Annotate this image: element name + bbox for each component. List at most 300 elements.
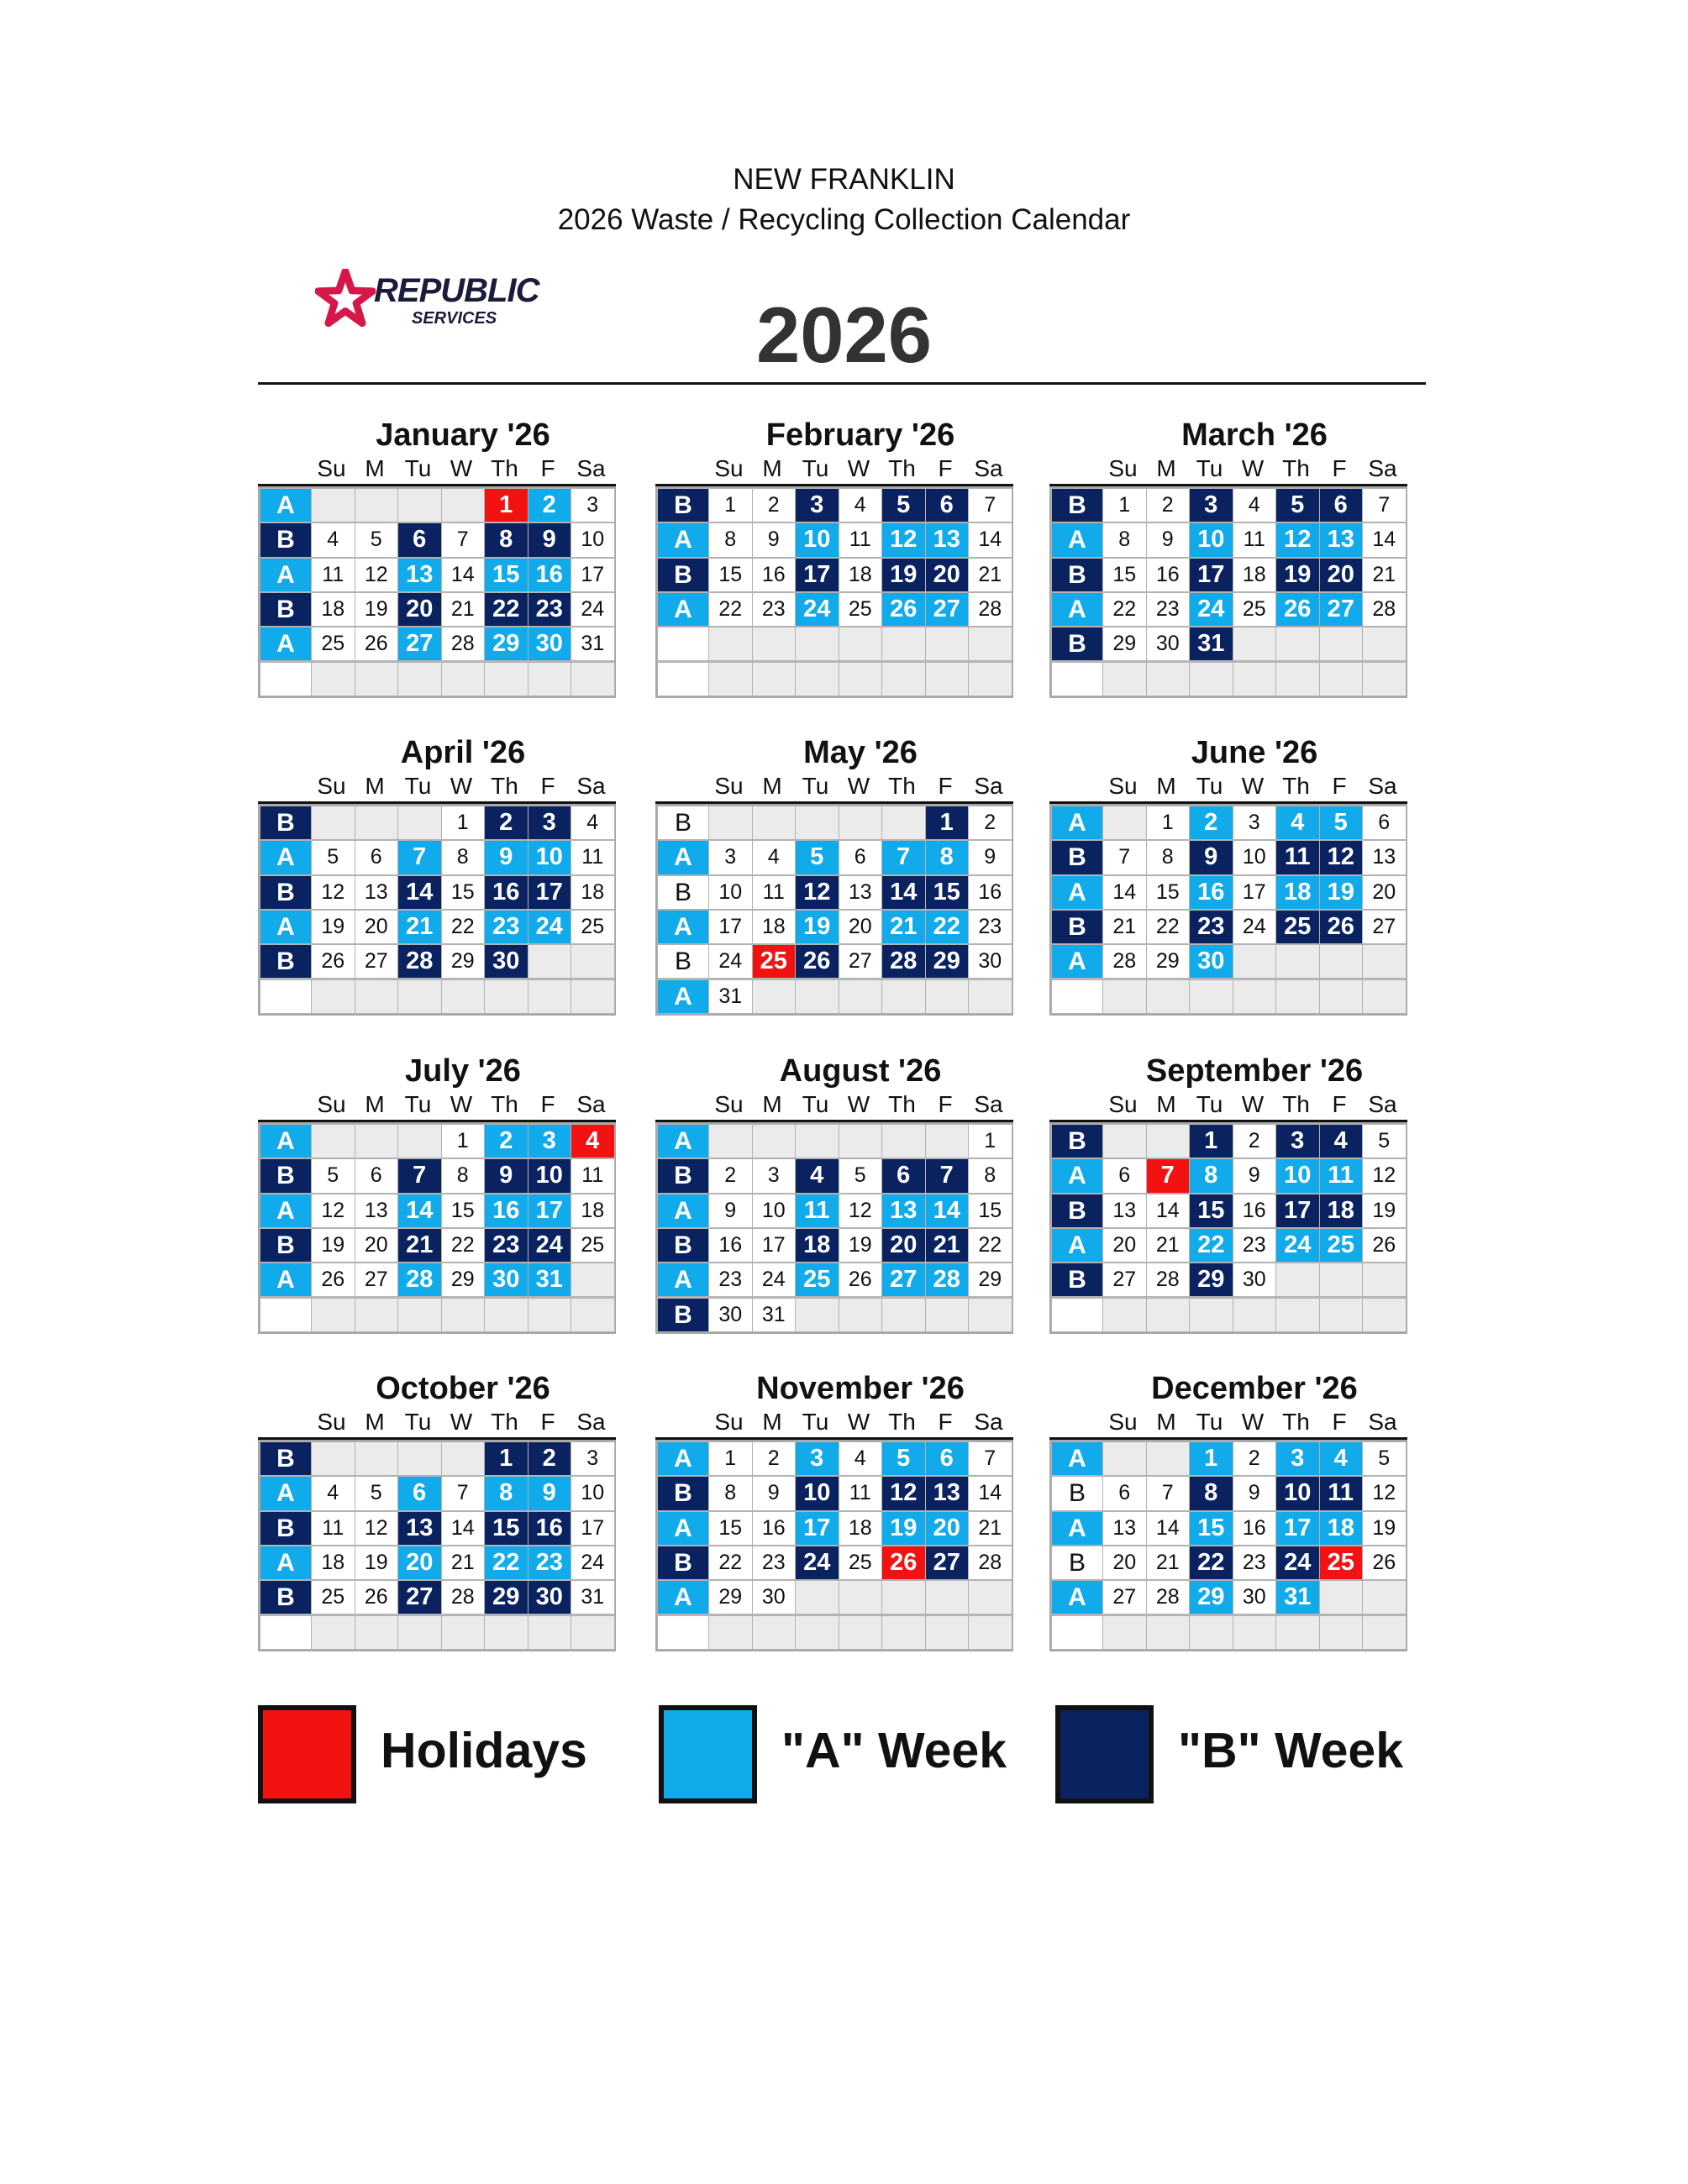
week-label-b: B [657,1476,709,1510]
day-cell: 30 [708,1298,753,1332]
empty-cell [1233,662,1277,696]
week-label-a: A [657,1263,709,1297]
empty-cell [968,662,1012,696]
day-cell: 26 [1362,1546,1407,1580]
day-cell: 26 [1362,1228,1407,1263]
day-cell: 23 [752,592,797,627]
weekday-label: W [450,1091,473,1117]
month-12 [1049,1370,1407,1651]
day-cell: 10 [528,1158,572,1193]
day-cell: 15 [708,1511,753,1546]
empty-cell [1319,1580,1364,1614]
weekday-label: Su [317,1091,346,1117]
day-cell: 30 [1233,1580,1277,1614]
day-cell: 10 [795,522,839,557]
day-cell: 20 [355,910,399,944]
day-cell: 16 [528,558,572,592]
day-cell: 15 [925,875,970,910]
week-label-a: A [657,592,709,627]
week-label-a: A [1051,1228,1103,1263]
day-cell: 17 [708,910,753,944]
weekday-label: M [365,1409,385,1435]
day-cell: 7 [1146,1158,1191,1193]
day-cell: 19 [839,1228,883,1263]
week-label-a: A [260,1476,312,1510]
empty-cell [1102,1298,1147,1332]
empty-cell [311,979,355,1014]
week-label-a: A [260,1124,312,1158]
day-cell: 12 [839,1194,883,1228]
day-cell: 4 [571,1124,615,1158]
day-cell: 27 [355,944,399,979]
day-cell: 9 [484,840,528,874]
day-cell: 28 [925,1263,970,1297]
day-cell: 26 [355,1580,399,1614]
day-cell: 18 [571,1194,615,1228]
weekday-label: Su [1108,1409,1138,1435]
empty-cell [795,662,839,696]
day-cell: 5 [311,1158,355,1193]
day-cell: 28 [881,944,926,979]
week-label-b: B [1051,840,1103,874]
day-cell: 22 [1189,1228,1233,1263]
day-cell: 15 [708,558,753,592]
month-title: August '26 [779,1053,942,1089]
day-cell: 2 [1233,1124,1277,1158]
week-label-a: A [1051,875,1103,910]
day-cell: 13 [355,875,399,910]
day-cell: 31 [752,1298,797,1332]
day-cell: 3 [1233,806,1277,840]
day-cell: 29 [441,944,486,979]
day-cell: 4 [1319,1441,1364,1476]
day-cell: 13 [1102,1511,1147,1546]
day-cell: 9 [708,1194,753,1228]
weekday-label: Tu [802,1091,829,1117]
day-cell: 31 [1189,627,1233,661]
empty-cell [1233,979,1277,1014]
weekday-label: Tu [404,1409,432,1435]
month-title: October '26 [376,1371,550,1406]
empty-cell [708,1124,753,1158]
week-label-a: A [260,558,312,592]
weekday-label: Th [491,455,518,481]
empty-cell [1275,1298,1320,1332]
empty-cell [484,1298,528,1332]
weekday-label: Tu [1196,773,1223,799]
week-label-b: B [657,1228,709,1263]
weekday-label: M [1156,773,1176,799]
empty-cell [1102,1441,1147,1476]
day-cell: 6 [925,1441,970,1476]
day-cell: 9 [752,522,797,557]
empty-cell [484,662,528,696]
empty-cell [881,806,926,840]
day-cell: 22 [708,1546,753,1580]
day-cell: 11 [1319,1158,1364,1193]
day-cell: 30 [528,1580,572,1614]
weekday-label: Th [491,773,518,799]
weekday-label: Sa [576,1091,606,1117]
day-cell: 20 [925,1511,970,1546]
day-cell: 3 [1189,488,1233,522]
day-cell: 27 [397,1580,442,1614]
day-cell: 23 [1233,1546,1277,1580]
month-title: February '26 [765,417,955,453]
day-cell: 2 [528,488,572,522]
day-cell: 23 [484,910,528,944]
empty-cell [881,979,926,1014]
day-cell: 5 [1319,806,1364,840]
day-cell: 18 [1319,1511,1364,1546]
week-label-a: A [657,979,709,1014]
month-grid [1049,1440,1407,1651]
day-cell: 27 [397,627,442,661]
empty-cell [752,1615,797,1650]
day-cell: 20 [1362,875,1407,910]
empty-cell [839,1615,883,1650]
weekday-label: M [762,773,782,799]
weekday-header [1049,1089,1407,1120]
empty-cell [355,1124,399,1158]
day-cell: 4 [311,522,355,557]
day-cell: 21 [968,1511,1012,1546]
empty-cell [1319,1263,1364,1297]
weekday-label: W [450,455,473,481]
day-cell: 4 [1233,488,1277,522]
empty-cell [795,1615,839,1650]
day-cell: 16 [968,875,1012,910]
day-cell: 23 [1146,592,1191,627]
empty-cell [1233,627,1277,661]
day-cell: 4 [311,1476,355,1510]
empty-cell [708,1615,753,1650]
day-cell: 22 [1102,592,1147,627]
empty-cell [528,944,572,979]
day-cell: 1 [1102,488,1147,522]
day-cell: 3 [708,840,753,874]
day-cell: 12 [1362,1158,1407,1193]
day-cell: 2 [484,1124,528,1158]
day-cell: 1 [1146,806,1191,840]
weekday-header [655,1407,1013,1437]
day-cell: 19 [1275,558,1320,592]
day-cell: 13 [1319,522,1364,557]
weekday-label: Sa [1368,773,1397,799]
empty-cell [484,979,528,1014]
day-cell: 29 [708,1580,753,1614]
weekday-label: F [1332,1091,1347,1117]
day-cell: 3 [1275,1441,1320,1476]
day-cell: 18 [311,1546,355,1580]
day-cell: 7 [441,522,486,557]
day-cell: 28 [441,627,486,661]
weekday-label: F [1332,1409,1347,1435]
month-title: May '26 [803,735,918,770]
week-label-a: A [1051,944,1103,979]
empty-cell [311,1441,355,1476]
empty-cell [1189,979,1233,1014]
day-cell: 12 [881,1476,926,1510]
month-11 [655,1370,1013,1651]
day-cell: 10 [1189,522,1233,557]
empty-cell [397,1615,442,1650]
weekday-label: W [450,1409,473,1435]
week-label-a: A [1051,806,1103,840]
empty-cell [1102,806,1147,840]
empty-cell [571,1263,615,1297]
day-cell: 5 [1275,488,1320,522]
day-cell: 28 [968,1546,1012,1580]
empty-cell [881,1615,926,1650]
weekday-label: Su [317,773,346,799]
day-cell: 20 [839,910,883,944]
month-grid [258,804,616,1016]
day-cell: 21 [397,910,442,944]
empty-cell [1146,1298,1191,1332]
week-label-a: A [657,1124,709,1158]
empty-cell [571,662,615,696]
month-1 [258,417,616,698]
empty-cell [441,662,486,696]
day-cell: 6 [925,488,970,522]
day-cell: 10 [1233,840,1277,874]
empty-cell [839,806,883,840]
empty-cell [1362,944,1407,979]
week-label-b: B [1051,1124,1103,1158]
weekday-label: W [847,455,870,481]
day-cell: 11 [839,1476,883,1510]
empty-cell [571,1298,615,1332]
empty-cell [839,1298,883,1332]
week-label-empty [260,979,312,1014]
weekday-label: Su [1108,773,1138,799]
week-label-empty [1051,1298,1103,1332]
day-cell: 7 [1146,1476,1191,1510]
weekday-header [258,454,616,484]
empty-cell [839,1580,883,1614]
month-grid [655,486,1013,698]
weekday-label: Sa [1368,1409,1397,1435]
empty-cell [311,662,355,696]
month-title: March '26 [1181,417,1328,453]
day-cell: 8 [441,840,486,874]
weekday-label: M [1156,1409,1176,1435]
week-label-b: B [260,875,312,910]
empty-cell [1275,662,1320,696]
day-cell: 23 [528,592,572,627]
week-label-b: B [657,1546,709,1580]
week-label-a: A [657,910,709,944]
week-label-b: B [1051,1263,1103,1297]
empty-cell [311,1124,355,1158]
day-cell: 19 [1319,875,1364,910]
day-cell: 22 [441,1228,486,1263]
empty-cell [1319,662,1364,696]
day-cell: 25 [839,1546,883,1580]
month-title: November '26 [756,1371,965,1406]
day-cell: 25 [1319,1546,1364,1580]
day-cell: 27 [881,1263,926,1297]
weekday-label: Th [888,1091,916,1117]
weekday-label: Tu [802,455,829,481]
day-cell: 9 [1146,522,1191,557]
empty-cell [752,662,797,696]
day-cell: 7 [397,840,442,874]
day-cell: 30 [1146,627,1191,661]
weekday-label: W [1241,455,1265,481]
weekday-label: Sa [1368,455,1397,481]
empty-cell [1189,662,1233,696]
day-cell: 14 [1362,522,1407,557]
week-label-empty [260,1615,312,1650]
day-cell: 21 [968,558,1012,592]
day-cell: 12 [795,875,839,910]
day-cell: 9 [968,840,1012,874]
day-cell: 17 [1275,1194,1320,1228]
week-label-a: A [1051,522,1103,557]
weekday-label: Su [317,455,346,481]
weekday-label: W [847,1409,870,1435]
day-cell: 3 [795,1441,839,1476]
day-cell: 22 [708,592,753,627]
empty-cell [528,979,572,1014]
week-label-b: B [657,1298,709,1332]
empty-cell [708,806,753,840]
day-cell: 12 [355,558,399,592]
day-cell: 20 [925,558,970,592]
weekday-label: Su [714,455,744,481]
day-cell: 22 [1146,910,1191,944]
day-cell: 13 [397,558,442,592]
day-cell: 22 [484,592,528,627]
day-cell: 12 [881,522,926,557]
weekday-label: Tu [404,455,432,481]
day-cell: 15 [1102,558,1147,592]
day-cell: 21 [881,910,926,944]
empty-cell [355,1441,399,1476]
weekday-label: Su [1108,455,1138,481]
month-grid [1049,1122,1407,1334]
week-label-b: B [1051,1546,1103,1580]
day-cell: 17 [795,1511,839,1546]
day-cell: 30 [752,1580,797,1614]
day-cell: 9 [1233,1476,1277,1510]
day-cell: 17 [571,558,615,592]
week-label-b: B [1051,558,1103,592]
day-cell: 26 [311,1263,355,1297]
weekday-label: F [1332,773,1347,799]
day-cell: 9 [1233,1158,1277,1193]
day-cell: 5 [1362,1124,1407,1158]
empty-cell [571,944,615,979]
empty-cell [397,1441,442,1476]
day-cell: 17 [571,1511,615,1546]
weekday-label: W [1241,773,1265,799]
day-cell: 20 [1102,1228,1147,1263]
day-cell: 23 [1233,1228,1277,1263]
day-cell: 24 [752,1263,797,1297]
day-cell: 16 [1189,875,1233,910]
week-label-empty [1051,1615,1103,1650]
legend-item [258,1705,628,1803]
weekday-label: Su [714,1091,744,1117]
day-cell: 23 [752,1546,797,1580]
legend-swatch [1055,1705,1154,1803]
empty-cell [881,1580,926,1614]
week-label-b: B [1051,1194,1103,1228]
day-cell: 18 [1233,558,1277,592]
month-grid [258,1122,616,1334]
weekday-header [1049,454,1407,484]
empty-cell [1102,1124,1147,1158]
day-cell: 8 [484,522,528,557]
day-cell: 6 [397,522,442,557]
day-cell: 30 [968,944,1012,979]
day-cell: 1 [441,806,486,840]
empty-cell [881,1124,926,1158]
day-cell: 26 [881,592,926,627]
day-cell: 13 [355,1194,399,1228]
day-cell: 9 [528,1476,572,1510]
day-cell: 8 [925,840,970,874]
week-label-a: A [260,1263,312,1297]
weekday-header [655,454,1013,484]
day-cell: 24 [1275,1228,1320,1263]
town-name: NEW FRANKLIN [733,163,955,196]
legend-label: "B" Week [1178,1723,1404,1778]
day-cell: 27 [839,944,883,979]
day-cell: 31 [1275,1580,1320,1614]
day-cell: 15 [441,875,486,910]
month-title: January '26 [376,417,550,453]
day-cell: 18 [311,592,355,627]
day-cell: 24 [571,1546,615,1580]
day-cell: 25 [311,1580,355,1614]
day-cell: 15 [1189,1511,1233,1546]
day-cell: 20 [397,1546,442,1580]
empty-cell [795,979,839,1014]
day-cell: 4 [839,1441,883,1476]
empty-cell [752,806,797,840]
week-label-b: B [260,1580,312,1614]
empty-cell [1146,1441,1191,1476]
month-4 [258,734,616,1016]
day-cell: 18 [571,875,615,910]
day-cell: 19 [881,1511,926,1546]
week-label-a: A [657,1580,709,1614]
day-cell: 7 [968,488,1012,522]
logo-word-republic: REPUBLIC [374,272,539,309]
weekday-header [258,771,616,801]
day-cell: 1 [968,1124,1012,1158]
day-cell: 12 [311,875,355,910]
empty-cell [397,1124,442,1158]
day-cell: 18 [1275,875,1320,910]
day-cell: 14 [1146,1511,1191,1546]
day-cell: 7 [968,1441,1012,1476]
day-cell: 25 [571,1228,615,1263]
day-cell: 10 [708,875,753,910]
empty-cell [311,806,355,840]
logo-word-services: SERVICES [412,309,497,328]
day-cell: 21 [441,592,486,627]
day-cell: 4 [1275,806,1320,840]
weekday-label: M [365,1091,385,1117]
month-7 [258,1053,616,1334]
day-cell: 7 [397,1158,442,1193]
day-cell: 1 [484,488,528,522]
